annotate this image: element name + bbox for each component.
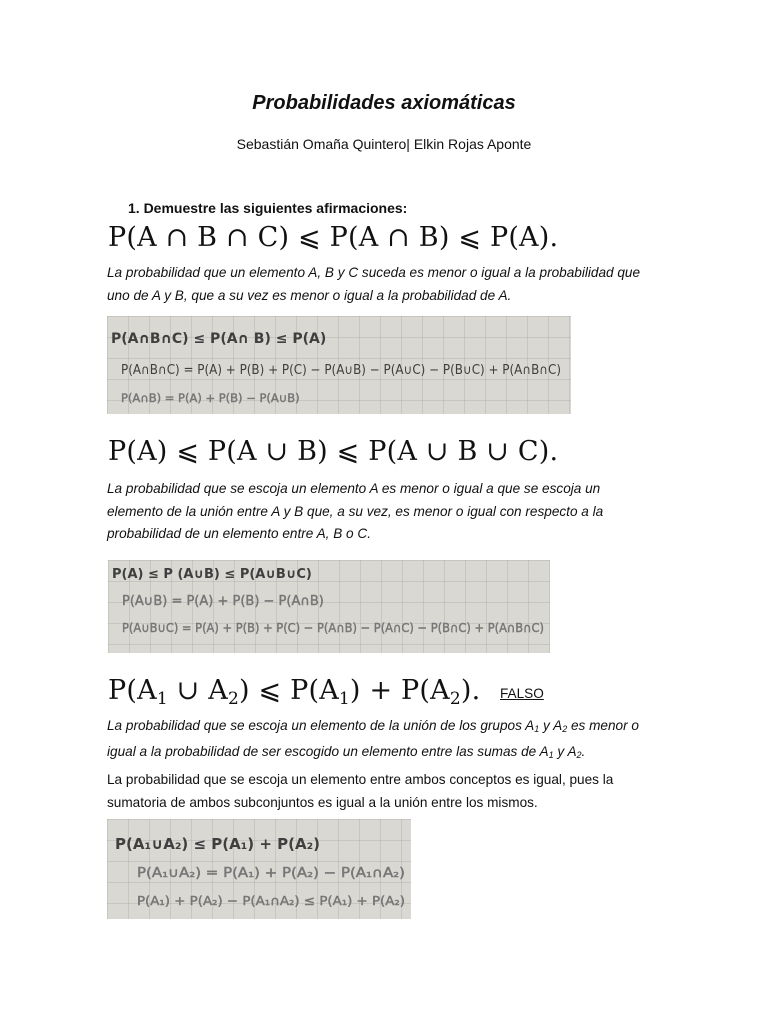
handwritten-line: P(A₁∪A₂) = P(A₁) + P(A₂) − P(A₁∩A₂) <box>137 866 405 881</box>
formula-3: $P(A_1$ ∪ $A_2$) ⩽ $P(A_1) + P(A_2)$. <box>108 675 481 709</box>
authors-line: Sebastián Omaña Quintero| Elkin Rojas Aponte <box>236 136 532 152</box>
handwritten-line: P(A∪B∪C) = P(A) + P(B) + P(C) − P(A∩B) − P(A∩C) − P(B∩C) + P(A∩B∩C) <box>122 620 544 635</box>
section-heading: 1. Demuestre las siguientes afirmaciones: <box>128 200 408 216</box>
verdict-label: FALSO <box>500 686 544 701</box>
handwritten-photo-1 <box>107 316 571 414</box>
handwritten-line: P(A∩B∩C) ≤ P(A∩ B) ≤ P(A) <box>111 331 327 347</box>
handwritten-photo-2 <box>108 560 550 653</box>
handwritten-line: P(A∩B) = P(A) + P(B) − P(A∪B) <box>121 391 300 405</box>
formula-1: P(A ∩ B ∩ C) ⩽ P(A ∩ B) ⩽ P(A). <box>108 222 559 253</box>
handwritten-line: P(A₁) + P(A₂) − P(A₁∩A₂) ≤ P(A₁) + P(A₂) <box>137 893 405 908</box>
explanation-2: La probabilidad que se escoja un elemento A es menor o igual a que se escoja un elemento de la unión entre A y B que, a su vez, es menor o igual con respecto a la probabilidad de un elemento entre A, B o C. <box>107 481 604 541</box>
handwritten-photo-3 <box>107 819 411 919</box>
handwritten-line: P(A) ≤ P (A∪B) ≤ P(A∪B∪C) <box>112 567 312 582</box>
document-title: Probabilidades axiomáticas <box>252 92 516 114</box>
handwritten-line: P(A∩B∩C) = P(A) + P(B) + P(C) − P(A∪B) − P(A∪C) − P(B∪C) + P(A∩B∩C) <box>121 363 561 378</box>
handwritten-line: P(A₁∪A₂) ≤ P(A₁) + P(A₂) <box>115 835 321 853</box>
explanation-1: La probabilidad que un elemento A, B y C suceda es menor o igual a la probabilidad que uno de A y B, que a su vez es menor o igual a la probabilidad de A. <box>107 265 641 303</box>
handwritten-line: P(A∪B) = P(A) + P(B) − P(A∩B) <box>122 594 324 609</box>
note-3: La probabilidad que se escoja un elemento entre ambos conceptos es igual, pues la sumatoria de ambos subconjuntos es igual a la unión entre los mismos. <box>107 772 614 810</box>
formula-2: P(A) ⩽ P(A ∪ B) ⩽ P(A ∪ B ∪ C). <box>108 436 559 467</box>
explanation-3: La probabilidad que se escoja un elemento de la unión de los grupos $A_1$ y $A_2$ es menor o igual a la probabilidad de ser escogido un elemento entre las sumas de $A_1$ y $A_2$. <box>107 718 639 760</box>
